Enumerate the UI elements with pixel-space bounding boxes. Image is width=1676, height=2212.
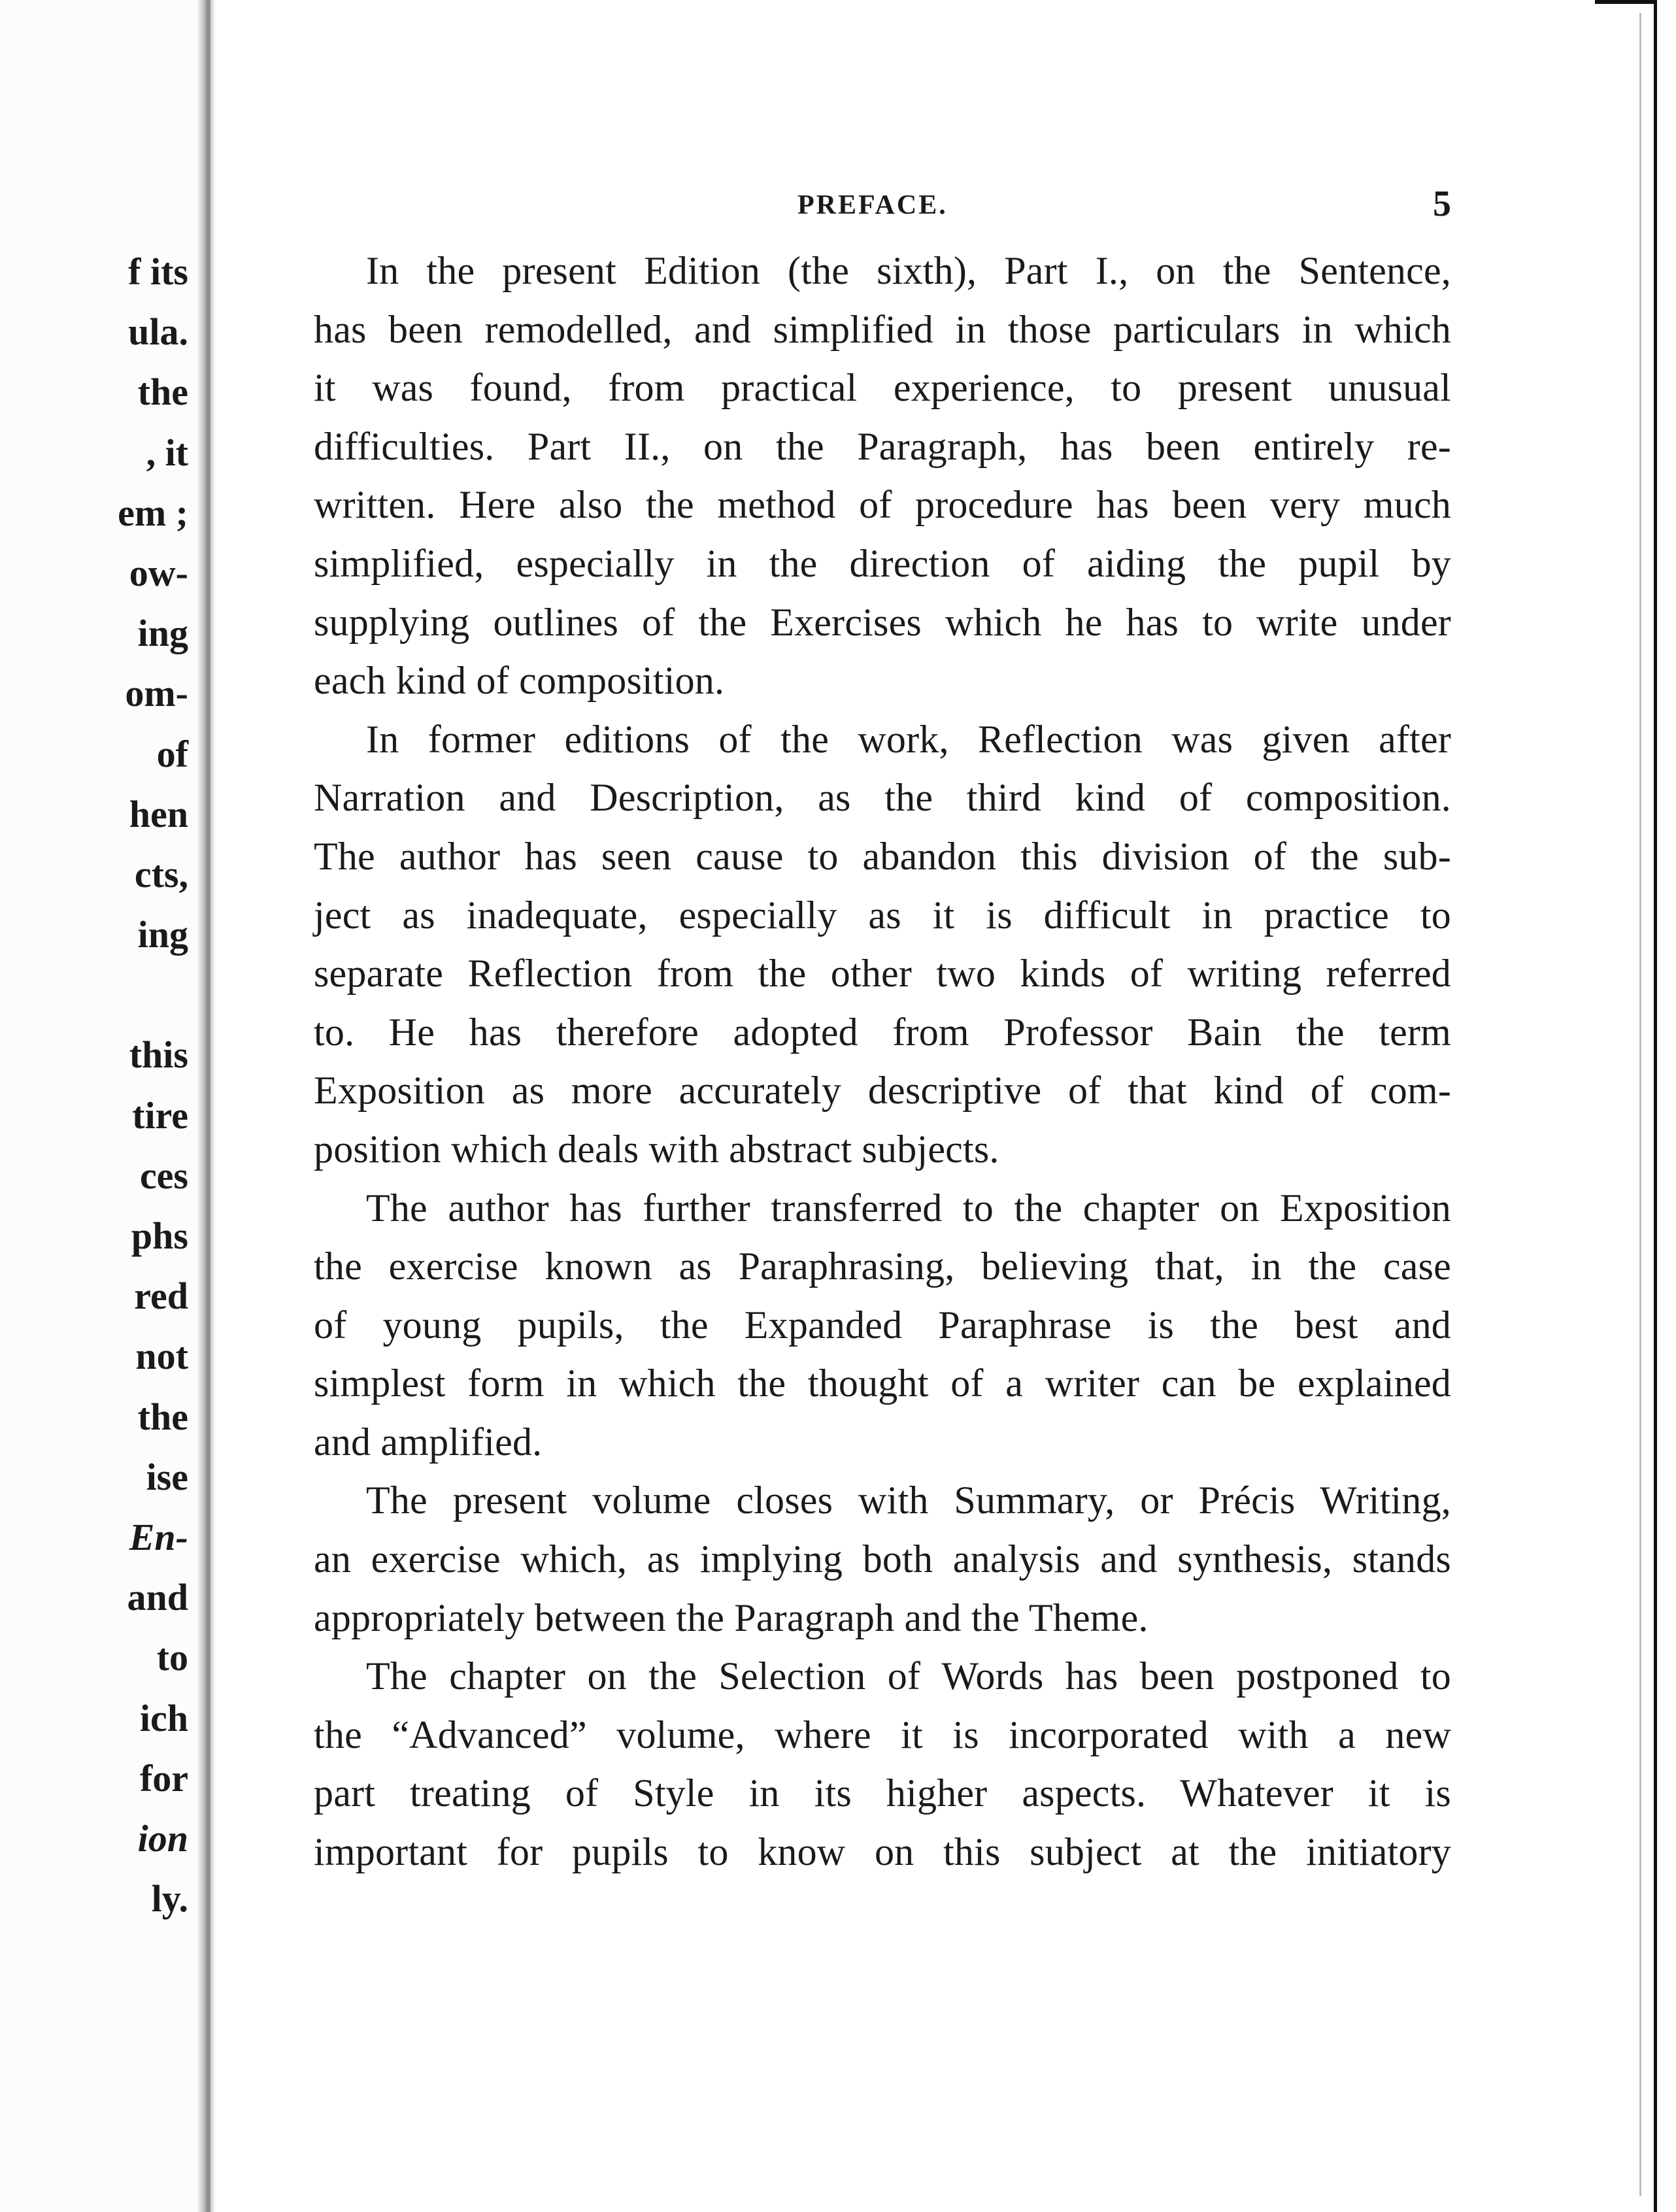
facing-page-fragment: ula. (128, 310, 188, 354)
text-line: each kind of composition. (314, 659, 725, 703)
paragraph (314, 242, 1451, 711)
text-line: simplified, especially in the direction of aiding the pupil by (314, 541, 1451, 585)
running-title: PREFACE. (797, 190, 948, 220)
text-line: In former editions of the work, Reflection was given after (366, 717, 1451, 761)
facing-page-fragment: for (139, 1756, 188, 1800)
text-line: The present volume closes with Summary, or Précis Writing, (366, 1479, 1451, 1522)
text-line: The author has further transferred to the chapter on Exposition (366, 1186, 1451, 1230)
facing-page-fragment: ich (139, 1696, 188, 1739)
paragraph (314, 711, 1451, 1179)
text-line: simplest form in which the thought of a writer can be explained (314, 1362, 1451, 1405)
facing-page-fragment: and (127, 1576, 188, 1619)
facing-page-fragment: of (156, 732, 188, 775)
paragraph (314, 1471, 1451, 1647)
facing-page-fragment: cts, (134, 852, 188, 896)
text-line: the “Advanced” volume, where it is incorporated with a new (314, 1713, 1451, 1756)
text-line: Narration and Description, as the third kind of composition. (314, 776, 1451, 820)
facing-page-left (0, 0, 196, 2212)
facing-page-fragment: ly. (151, 1877, 188, 1920)
facing-page-fragment: phs (131, 1215, 188, 1257)
text-line: In the present Edition (the sixth), Part I., on the Sentence, (366, 249, 1451, 292)
text-line: to. He has therefore adopted from Professor Bain the term (314, 1010, 1451, 1054)
text-line: it was found, from practical experience, to present unusual (314, 366, 1451, 410)
text-line: ject as inadequate, especially as it is difficult in practice to (314, 893, 1451, 937)
text-line: Exposition as more accurately descriptive of that kind of com- (314, 1069, 1451, 1113)
facing-page-fragment: to (156, 1636, 188, 1679)
text-line: separate Reflection from the other two kinds of writing referred (314, 952, 1451, 996)
facing-page-fragment: the (137, 1395, 188, 1438)
preface-page (314, 170, 1451, 1882)
facing-page-fragment: em ; (118, 491, 188, 534)
text-line: of young pupils, the Expanded Paraphrase is the best and (314, 1303, 1451, 1347)
text-line: position which deals with abstract subjects. (314, 1127, 999, 1171)
book-gutter (196, 0, 216, 2212)
paragraph (314, 1179, 1451, 1472)
text-line: an exercise which, as implying both analysis and synthesis, stands (314, 1537, 1451, 1581)
facing-page-fragment: the (137, 371, 188, 414)
running-head (314, 170, 1451, 242)
text-line: important for pupils to know on this subject at the initiatory (314, 1830, 1451, 1874)
facing-page-fragment: om- (125, 672, 188, 715)
facing-page-fragment: ing (137, 913, 188, 956)
facing-page-blank-line (118, 965, 188, 1025)
text-line: and amplified. (314, 1420, 543, 1464)
facing-page-fragment: En- (129, 1515, 188, 1558)
gutter-shadow-line (207, 0, 210, 2212)
facing-page-fragment: tire (132, 1094, 188, 1137)
text-line: The author has seen cause to abandon this division of the sub- (314, 834, 1451, 878)
text-line: the exercise known as Paraphrasing, believing that, in the case (314, 1245, 1451, 1288)
text-line: written. Here also the method of procedure has been very much (314, 483, 1451, 527)
facing-page-fragment: ing (137, 612, 188, 655)
facing-page-text-fragments (118, 242, 188, 1929)
text-line: has been remodelled, and simplified in those particulars in which (314, 307, 1451, 351)
text-line: supplying outlines of the Exercises which he has to write under (314, 600, 1451, 644)
facing-page-fragment: ces (139, 1154, 188, 1197)
facing-page-fragment: ow- (129, 551, 188, 594)
text-line: part treating of Style in its higher aspects. Whatever it is (314, 1771, 1451, 1815)
page-edge-line (1639, 13, 1641, 2196)
book-right-edge (1654, 0, 1676, 2212)
text-line: The chapter on the Selection of Words has been postponed to (366, 1654, 1451, 1698)
facing-page-fragment: hen (129, 792, 188, 835)
facing-page-fragment: ise (146, 1455, 188, 1498)
paragraph (314, 1647, 1451, 1881)
page-number: 5 (1433, 184, 1451, 224)
body-text (314, 242, 1451, 1882)
facing-page-fragment: not (135, 1335, 188, 1378)
top-corner-rule (1595, 0, 1657, 4)
facing-page-fragment: red (134, 1275, 188, 1318)
facing-page-fragment: ion (137, 1817, 188, 1860)
facing-page-fragment: this (129, 1033, 188, 1077)
text-line: appropriately between the Paragraph and the Theme. (314, 1596, 1148, 1639)
facing-page-fragment: , it (146, 431, 188, 474)
text-line: difficulties. Part II., on the Paragraph, has been entirely re- (314, 424, 1451, 468)
facing-page-fragment: f its (128, 250, 188, 293)
